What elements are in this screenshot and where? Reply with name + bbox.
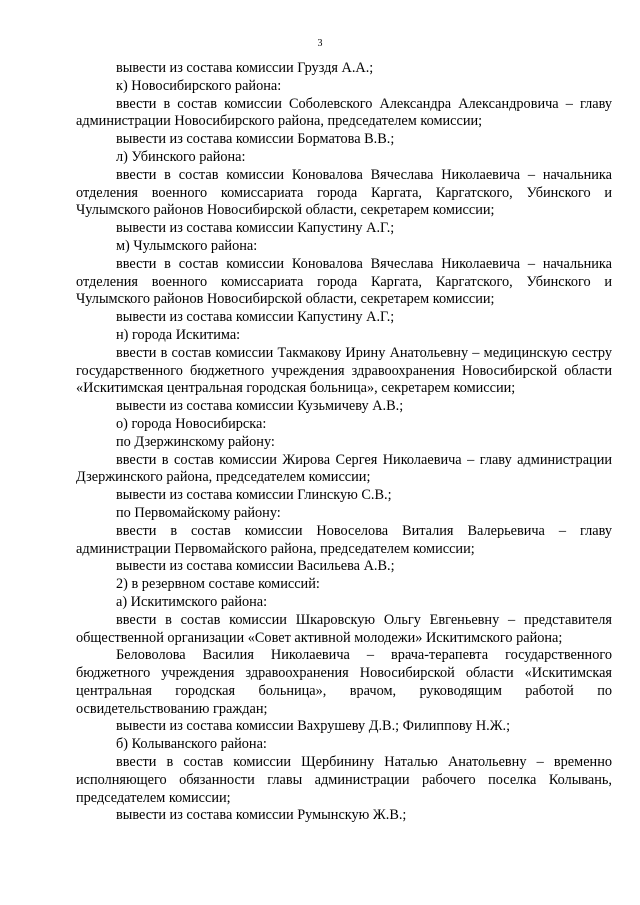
paragraph: вывести из состава комиссии Глинскую С.В.;: [116, 487, 392, 504]
paragraph: ввести в состав комиссии Шкаровскую Ольгу Евгеньевну – представителя общественной организации «Совет активной молодежи» Искитимского района;: [76, 611, 612, 646]
paragraph: м) Чулымского района:: [116, 237, 258, 254]
paragraph: вывести из состава комиссии Капустину А.Г.;: [116, 309, 395, 326]
paragraph: н) города Искитима:: [116, 326, 241, 343]
paragraph: ввести в состав комиссии Новоселова Виталия Валерьевича – главу администрации Первомайского района, председателем комиссии;: [76, 522, 612, 557]
paragraph: ввести в состав комиссии Соболевского Александра Александровича – главу администрации Новосибирского района, председателем комиссии;: [76, 95, 612, 130]
paragraph: ввести в состав комиссии Коновалова Вячеслава Николаевича – начальника отделения военного комиссариата города Каргата, Каргатского, Убинского и Чулымского районов Новосибирской области, секретарем комиссии;: [76, 255, 612, 308]
document-body: [76, 60, 612, 825]
page-number: 3: [317, 38, 323, 49]
paragraph: ввести в состав комиссии Жирова Сергея Николаевича – главу администрации Дзержинского района, председателем комиссии;: [76, 451, 612, 486]
paragraph: ввести в состав комиссии Такмакову Ирину Анатольевну – медицинскую сестру государственного бюджетного учреждения здравоохранения Новосибирской области «Искитимская центральная городская больница», секретарем комиссии;: [76, 344, 612, 397]
paragraph: вывести из состава комиссии Румынскую Ж.В.;: [116, 807, 407, 824]
paragraph: по Первомайскому району:: [116, 504, 281, 521]
paragraph: Беловолова Василия Николаевича – врача-терапевта государственного бюджетного учреждения здравоохранения Новосибирской области «Искитимская центральная городская больница», врачом, руководящим работой по освидетельствованию граждан;: [76, 647, 612, 717]
paragraph: л) Убинского района:: [116, 148, 246, 165]
paragraph: вывести из состава комиссии Борматова В.В.;: [116, 131, 395, 148]
paragraph: 2) в резервном составе комиссий:: [116, 576, 320, 593]
paragraph: ввести в состав комиссии Щербинину Наталью Анатольевну – временно исполняющего обязанности главы администрации рабочего поселка Колывань, председателем комиссии;: [76, 754, 612, 806]
paragraph: ввести в состав комиссии Коновалова Вячеслава Николаевича – начальника отделения военного комиссариата города Каргата, Каргатского, Убинского и Чулымского районов Новосибирской области, секретарем комиссии;: [76, 166, 612, 219]
paragraph: а) Искитимского района:: [116, 593, 268, 610]
paragraph: по Дзержинскому району:: [116, 433, 275, 450]
paragraph: вывести из состава комиссии Груздя А.А.;: [116, 60, 374, 76]
paragraph: вывести из состава комиссии Вахрушеву Д.В.; Филиппову Н.Ж.;: [116, 718, 511, 735]
paragraph: б) Колыванского района:: [116, 736, 267, 753]
paragraph: вывести из состава комиссии Капустину А.Г.;: [116, 220, 395, 237]
paragraph: вывести из состава комиссии Кузьмичеву А.В.;: [116, 398, 404, 415]
paragraph: к) Новосибирского района:: [116, 77, 282, 94]
paragraph: вывести из состава комиссии Васильева А.В.;: [116, 558, 395, 575]
paragraph: о) города Новосибирска:: [116, 415, 267, 432]
